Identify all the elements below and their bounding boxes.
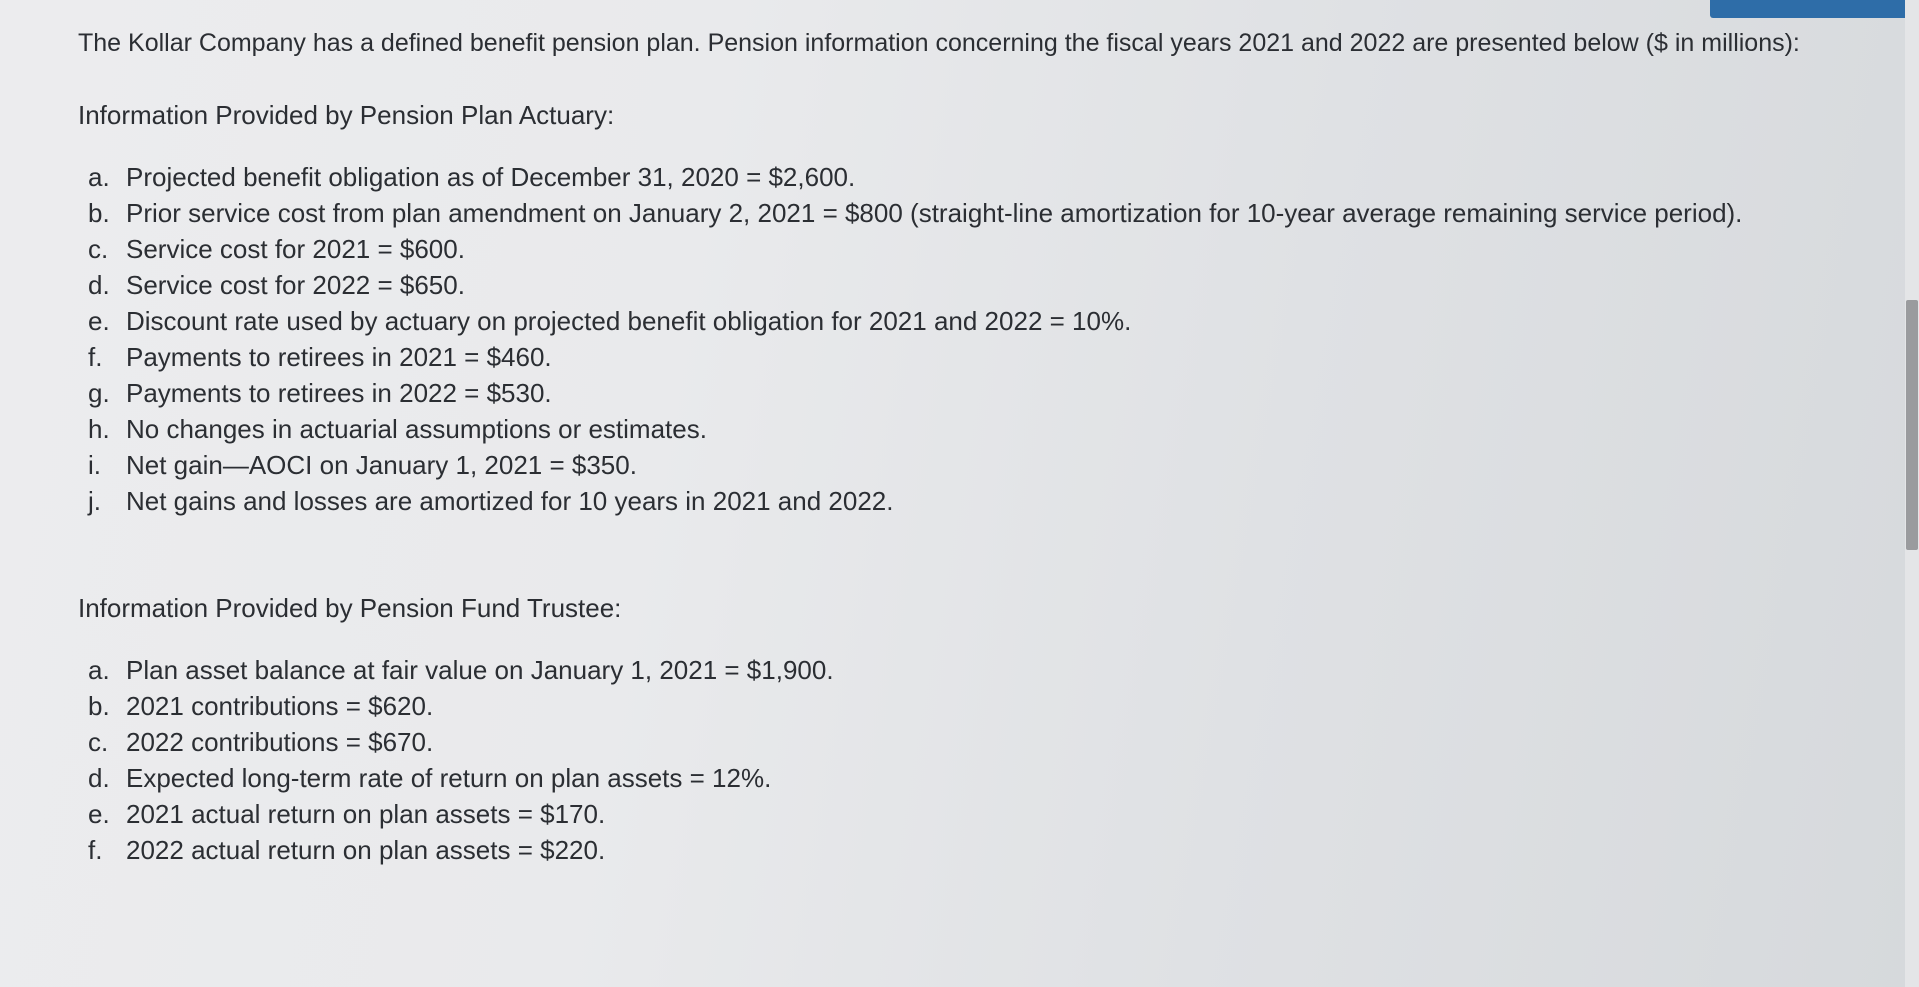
item-letter: b. bbox=[88, 198, 110, 228]
trustee-heading: Information Provided by Pension Fund Trustee: bbox=[78, 593, 622, 623]
list-item bbox=[88, 411, 1878, 447]
list-item bbox=[88, 267, 1878, 303]
list-item bbox=[88, 231, 1878, 267]
list-item bbox=[88, 724, 1878, 760]
item-letter: a. bbox=[88, 655, 110, 685]
list-item bbox=[88, 195, 1878, 231]
item-letter: e. bbox=[88, 306, 110, 336]
item-text: Payments to retirees in 2022 = $530. bbox=[126, 378, 552, 408]
list-item bbox=[88, 652, 1878, 688]
header-button[interactable] bbox=[1710, 0, 1919, 18]
item-letter: e. bbox=[88, 799, 110, 829]
item-text: Service cost for 2021 = $600. bbox=[126, 234, 465, 264]
actuary-heading: Information Provided by Pension Plan Actuary: bbox=[78, 100, 615, 130]
list-item bbox=[88, 688, 1878, 724]
list-item bbox=[88, 760, 1878, 796]
item-letter: d. bbox=[88, 270, 110, 300]
list-item bbox=[88, 832, 1878, 868]
list-item bbox=[88, 483, 1878, 519]
list-item bbox=[88, 159, 1878, 195]
list-item bbox=[88, 375, 1878, 411]
item-text: Net gains and losses are amortized for 10 years in 2021 and 2022. bbox=[126, 486, 894, 516]
actuary-list bbox=[78, 159, 1878, 519]
item-text: Service cost for 2022 = $650. bbox=[126, 270, 465, 300]
item-text: Discount rate used by actuary on projected benefit obligation for 2021 and 2022 = 10%. bbox=[126, 306, 1132, 336]
scrollbar[interactable] bbox=[1905, 0, 1919, 987]
item-letter: f. bbox=[88, 342, 103, 372]
item-letter: j. bbox=[88, 486, 101, 516]
list-item bbox=[88, 447, 1878, 483]
item-text: Plan asset balance at fair value on January 1, 2021 = $1,900. bbox=[126, 655, 834, 685]
item-letter: c. bbox=[88, 727, 109, 757]
item-text: No changes in actuarial assumptions or estimates. bbox=[126, 414, 707, 444]
item-letter: f. bbox=[88, 835, 103, 865]
list-item bbox=[88, 339, 1878, 375]
item-letter: b. bbox=[88, 691, 110, 721]
item-text: Net gain—AOCI on January 1, 2021 = $350. bbox=[126, 450, 637, 480]
item-text: 2022 actual return on plan assets = $220. bbox=[126, 835, 606, 865]
item-letter: d. bbox=[88, 763, 110, 793]
item-text: Payments to retirees in 2021 = $460. bbox=[126, 342, 552, 372]
item-text: 2021 contributions = $620. bbox=[126, 691, 434, 721]
item-letter: c. bbox=[88, 234, 109, 264]
item-letter: a. bbox=[88, 162, 110, 192]
trustee-list bbox=[78, 652, 1878, 868]
item-text: Prior service cost from plan amendment on January 2, 2021 = $800 (straight-line amortization for 10-year average remaining service period). bbox=[126, 198, 1743, 228]
scrollbar-thumb[interactable] bbox=[1906, 300, 1918, 550]
item-text: 2022 contributions = $670. bbox=[126, 727, 434, 757]
item-letter: i. bbox=[88, 450, 101, 480]
item-text: Projected benefit obligation as of December 31, 2020 = $2,600. bbox=[126, 162, 856, 192]
item-letter: h. bbox=[88, 414, 110, 444]
item-text: 2021 actual return on plan assets = $170. bbox=[126, 799, 606, 829]
problem-intro: The Kollar Company has a defined benefit pension plan. Pension information concerning the fiscal years 2021 and 2022 are presented below ($ in millions): bbox=[78, 29, 1800, 57]
item-letter: g. bbox=[88, 378, 110, 408]
item-text: Expected long-term rate of return on plan assets = 12%. bbox=[126, 763, 772, 793]
list-item bbox=[88, 796, 1878, 832]
list-item bbox=[88, 303, 1878, 339]
question-content bbox=[78, 28, 1878, 868]
